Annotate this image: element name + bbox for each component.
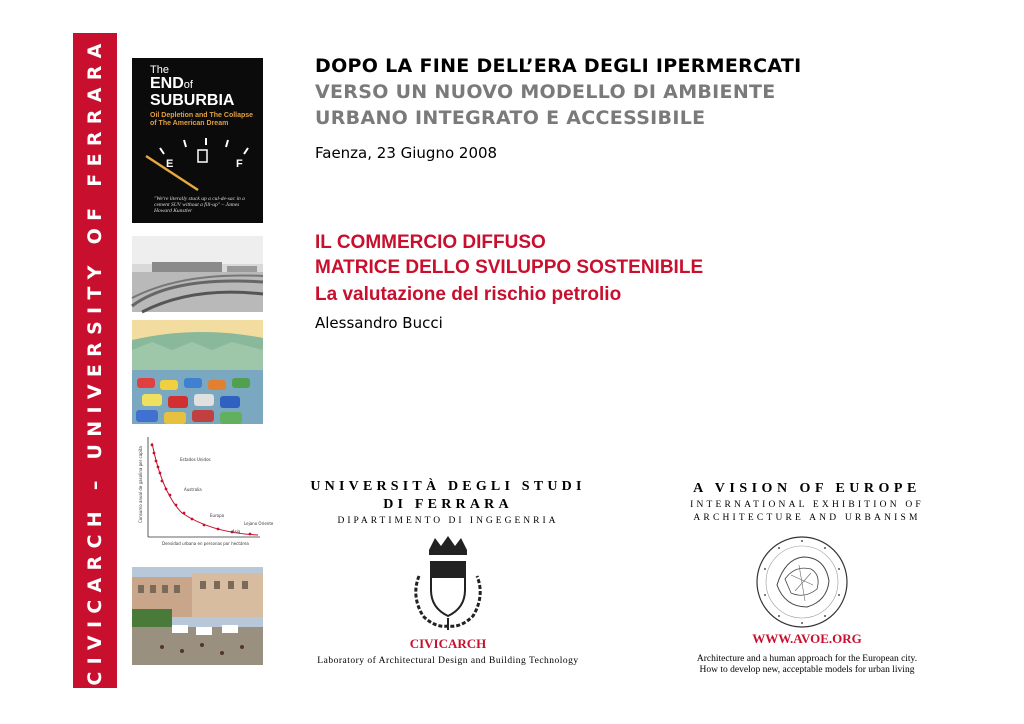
vision-subtitle-line1: INTERNATIONAL EXHIBITION OF [690, 500, 924, 510]
ferrara-crest-icon [405, 536, 491, 632]
aerial-highway-photo [132, 236, 263, 312]
band-text: CIVICARCH – UNIVERSITY OF FERRARA [84, 35, 106, 686]
book-quote: "We're literally stuck up a cul-de-sac in a cement SUV without a fill-up" – James Howard Kunstler [154, 196, 245, 214]
book-cover-image [132, 58, 263, 223]
main-title-line2: VERSO UN NUOVO MODELLO DI AMBIENTE [315, 81, 776, 103]
svg-text:Asia: Asia [232, 529, 241, 534]
book-subtitle: Oil Depletion and The Collapse of The American Dream [150, 112, 254, 127]
main-title-line1: DOPO LA FINE DELL’ERA DEGLI IPERMERCATI [315, 55, 802, 77]
density-fuel-chart [132, 433, 274, 555]
svg-text:Lejano Oriente: Lejano Oriente [244, 521, 274, 526]
vision-description-line1: Architecture and a human approach for the European city. [696, 654, 918, 664]
avoe-seal-icon [755, 535, 849, 629]
laboratory-description: Laboratory of Architectural Design and Building Technology [317, 656, 579, 666]
civicarch-label: CIVICARCH [409, 636, 487, 651]
talk-subtitle: La valutazione del rischio petrolio [315, 284, 622, 305]
talk-title-line1: IL COMMERCIO DIFFUSO [315, 232, 546, 253]
svg-text:Australia: Australia [184, 487, 202, 492]
university-name-line2: DI FERRARA [383, 497, 513, 512]
avoe-website-link[interactable]: WWW.AVOE.ORG [752, 631, 862, 646]
department-name: DIPARTIMENTO DI INGEGENRIA [337, 516, 559, 526]
fuel-gauge-icon [132, 136, 263, 194]
svg-text:Estados Unidos: Estados Unidos [180, 457, 211, 462]
city-street-photo [132, 567, 263, 665]
book-title-line3: SUBURBIA [150, 92, 235, 109]
vision-subtitle-line2: ARCHITECTURE AND URBANISM [693, 513, 921, 523]
university-name-line1: UNIVERSITÀ DEGLI STUDI [310, 479, 586, 494]
svg-text:Consumo anual de gasolina per: Consumo anual de gasolina per capita [138, 446, 143, 523]
svg-text:Densidad urbana en personas po: Densidad urbana en personas por hectárea [162, 541, 249, 546]
vision-description-line2: How to develop new, acceptable models for urban living [699, 665, 915, 675]
event-date: Faenza, 23 Giugno 2008 [315, 144, 498, 162]
talk-title-line2: MATRICE DELLO SVILUPPO SOSTENIBILE [315, 257, 704, 278]
svg-text:Europa: Europa [210, 513, 225, 518]
author-name: Alessandro Bucci [315, 314, 443, 332]
svg-text:E: E [166, 158, 174, 170]
main-title-line3: URBANO INTEGRATO E ACCESSIBILE [315, 107, 706, 129]
vision-title: A VISION OF EUROPE [693, 481, 921, 496]
vertical-red-band [73, 33, 117, 688]
svg-text:F: F [236, 158, 243, 170]
traffic-suburb-illustration [132, 320, 263, 424]
book-title-line2: ENDof [150, 75, 193, 92]
book-title-line1: The [150, 64, 169, 76]
